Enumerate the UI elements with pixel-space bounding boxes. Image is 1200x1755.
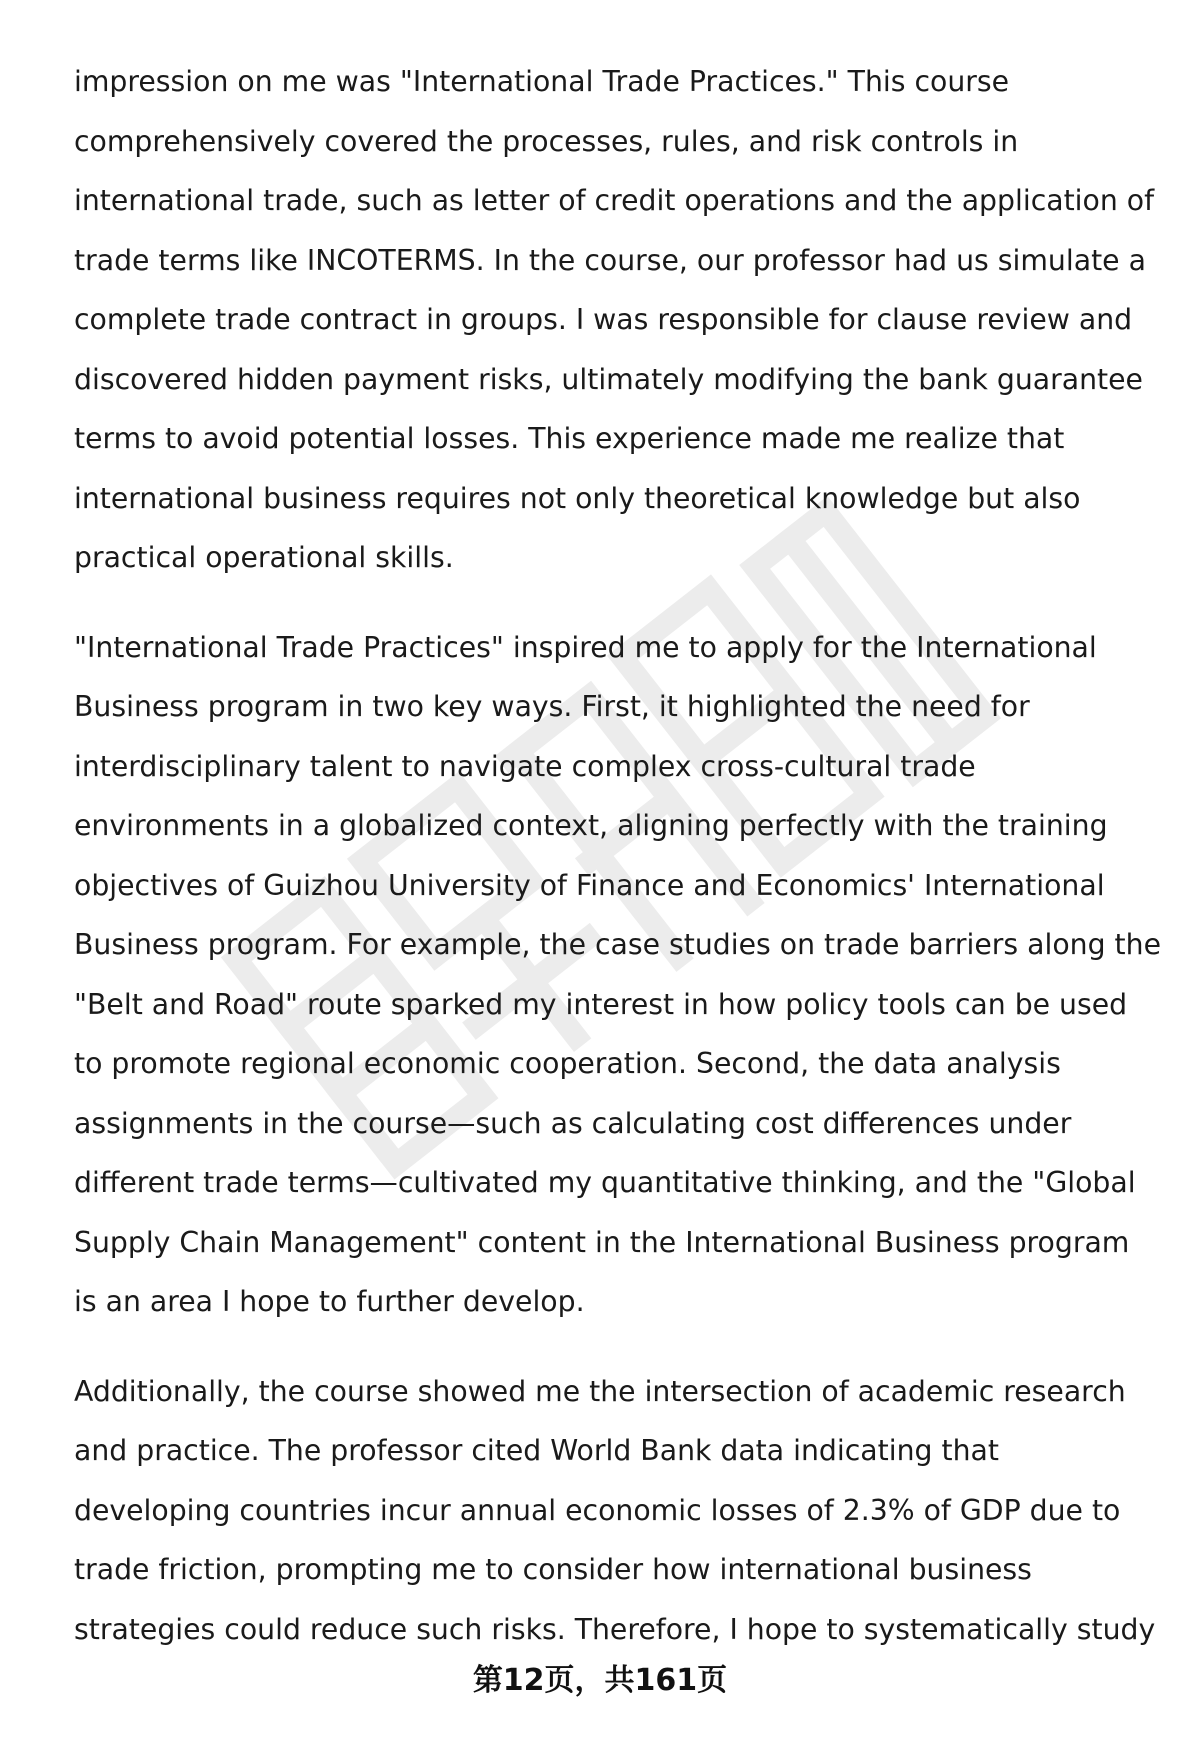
text-line: terms to avoid potential losses. This experience made me realize that — [74, 422, 1065, 455]
text-line: international trade, such as letter of credit operations and the application of — [74, 184, 1155, 217]
document-body — [74, 52, 1169, 1689]
text-line: impression on me was "International Trade Practices." This course — [74, 65, 1010, 98]
text-line: objectives of Guizhou University of Finance and Economics' International — [74, 868, 1105, 902]
text-line: international business requires not only theoretical knowledge but also — [74, 481, 1081, 515]
text-line: complete trade contract in groups. I was responsible for clause review and — [74, 303, 1133, 336]
text-line: strategies could reduce such risks. Therefore, I hope to systematically study — [74, 1612, 1156, 1646]
paragraph — [74, 52, 1169, 588]
text-line: Business program in two key ways. First, it highlighted the need for — [74, 690, 1030, 723]
page-number-footer: 第12页，共161页 — [472, 1663, 728, 1698]
text-line: comprehensively covered the processes, rules, and risk controls in — [74, 124, 1019, 158]
text-line: interdisciplinary talent to navigate complex cross-cultural trade — [74, 749, 976, 783]
text-line: environments in a globalized context, aligning perfectly with the training — [74, 809, 1108, 842]
text-line: Business program. For example, the case studies on trade barriers along the — [74, 928, 1161, 961]
text-line: developing countries incur annual economic losses of 2.3% of GDP due to — [74, 1493, 1121, 1527]
text-line: and practice. The professor cited World Bank data indicating that — [74, 1434, 999, 1467]
text-line: trade terms like INCOTERMS. In the course, our professor had us simulate a — [74, 243, 1146, 277]
paragraph — [74, 1362, 1169, 1660]
text-line: assignments in the course—such as calculating cost differences under — [74, 1106, 1072, 1140]
text-line: Additionally, the course showed me the intersection of academic research — [74, 1374, 1126, 1408]
text-line: different trade terms—cultivated my quantitative thinking, and the "Global — [74, 1166, 1136, 1199]
text-line: practical operational skills. — [74, 541, 454, 574]
text-line: to promote regional economic cooperation. Second, the data analysis — [74, 1047, 1061, 1080]
text-line: "Belt and Road" route sparked my interest in how policy tools can be used — [74, 987, 1128, 1021]
text-line: trade friction, prompting me to consider how international business — [74, 1553, 1032, 1586]
text-line: discovered hidden payment risks, ultimately modifying the bank guarantee — [74, 362, 1143, 396]
paragraph — [74, 618, 1169, 1332]
text-line: Supply Chain Management" content in the International Business program — [74, 1225, 1130, 1259]
text-line: "International Trade Practices" inspired me to apply for the International — [74, 630, 1097, 664]
text-line: is an area I hope to further develop. — [74, 1285, 585, 1318]
